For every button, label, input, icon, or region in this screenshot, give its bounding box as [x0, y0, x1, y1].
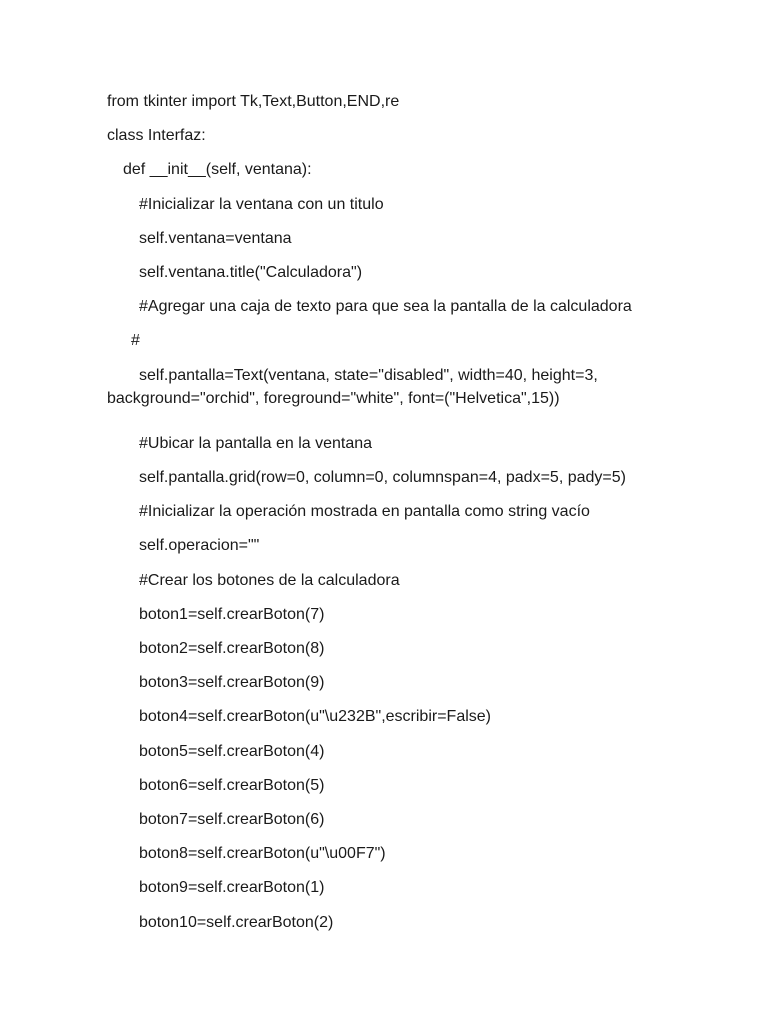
code-line: boton2=self.crearBoton(8): [139, 640, 325, 658]
code-line: class Interfaz:: [107, 127, 206, 145]
code-line: self.operacion="": [139, 537, 260, 555]
code-line: #Crear los botones de la calculadora: [139, 571, 400, 589]
code-line: boton1=self.crearBoton(7): [139, 605, 325, 623]
code-line: #Ubicar la pantalla en la ventana: [139, 434, 373, 452]
code-line: #Inicializar la ventana con un titulo: [139, 195, 384, 213]
code-line: self.ventana=ventana: [139, 229, 292, 247]
code-line: self.pantalla.grid(row=0, column=0, columnspan=4, padx=5, pady=5): [139, 469, 626, 487]
code-line-part: background="orchid", foreground="white", font=("Helvetica",15)): [107, 389, 560, 407]
code-text-body: [107, 90, 727, 945]
code-line: boton3=self.crearBoton(9): [139, 674, 325, 692]
code-line: boton4=self.crearBoton(u"\u232B",escribir=False): [139, 708, 491, 726]
code-line: from tkinter import Tk,Text,Button,END,re: [107, 93, 400, 110]
code-line: #: [131, 332, 140, 350]
code-line: boton8=self.crearBoton(u"\u00F7"): [139, 845, 386, 863]
code-line: #Inicializar la operación mostrada en pantalla como string vacío: [139, 503, 590, 521]
code-line: boton5=self.crearBoton(4): [139, 742, 325, 760]
code-line-part: self.pantalla=Text(ventana, state="disabled", width=40, height=3,: [139, 366, 598, 384]
code-line-wrapped: [107, 364, 727, 432]
code-line: boton10=self.crearBoton(2): [139, 913, 334, 931]
code-line: boton6=self.crearBoton(5): [139, 776, 325, 794]
code-line: self.ventana.title("Calculadora"): [139, 263, 363, 281]
code-line: boton9=self.crearBoton(1): [139, 879, 325, 897]
code-line: boton7=self.crearBoton(6): [139, 810, 325, 828]
code-line: def __init__(self, ventana):: [123, 161, 312, 179]
code-line: #Agregar una caja de texto para que sea la pantalla de la calculadora: [139, 298, 632, 316]
